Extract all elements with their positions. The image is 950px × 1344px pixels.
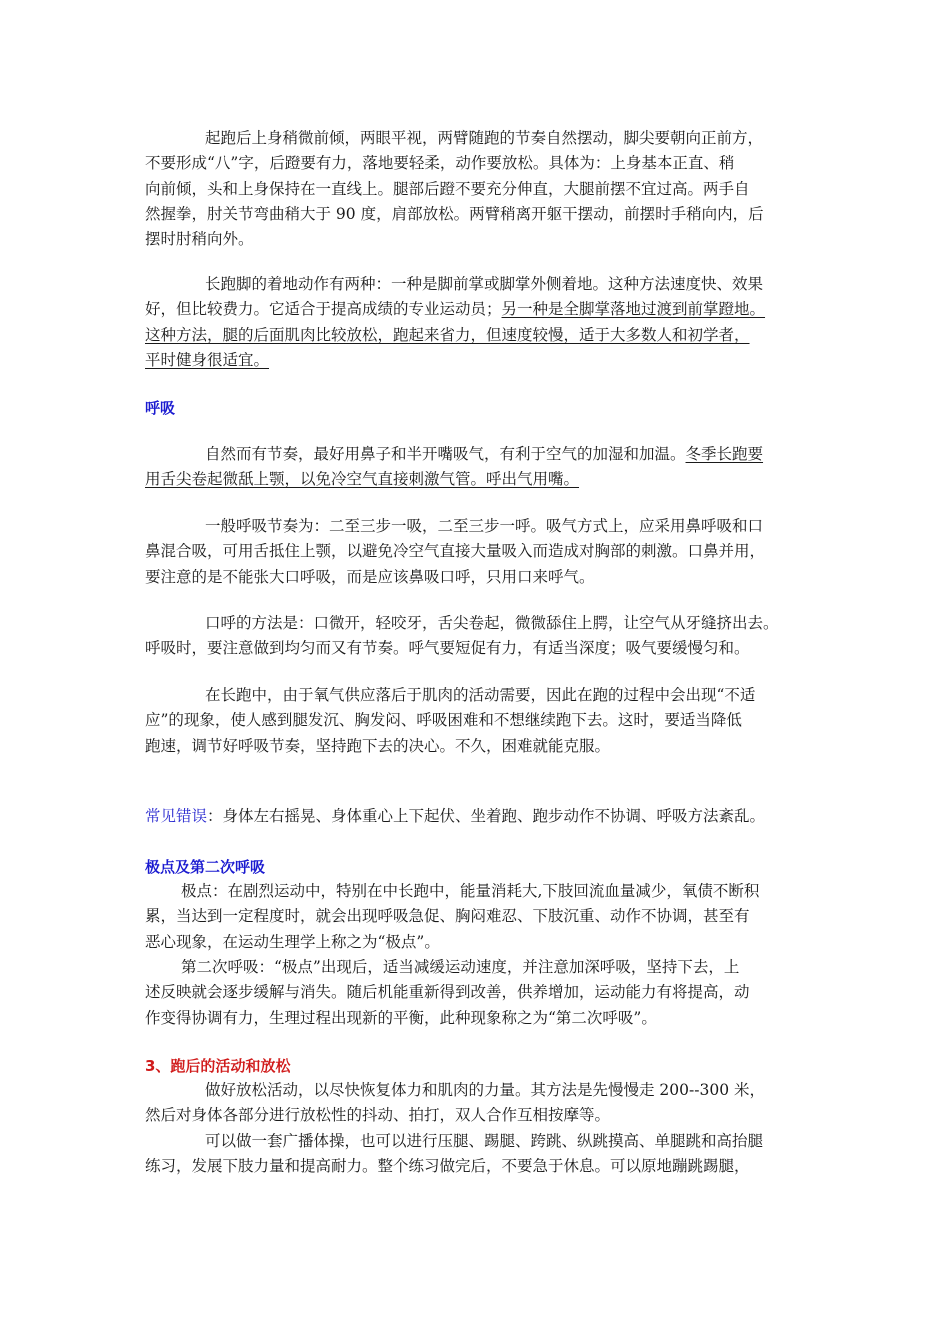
text-line: 练习，发展下肢力量和提高耐力。整个练习做完后，不要急于休息。可以原地蹦跳踢腿， bbox=[145, 1157, 750, 1176]
text-line: 极点：在剧烈运动中，特别在中长跑中，能量消耗大,下肢回流血量减少，氧债不断积 bbox=[181, 882, 760, 900]
common-errors-label: 常见错误 bbox=[145, 807, 208, 825]
text-line: 第二次呼吸：“极点”出现后，适当减缓运动速度，并注意加深呼吸，坚持下去，上 bbox=[181, 958, 740, 976]
paragraph-discomfort bbox=[145, 683, 815, 759]
text-line: 累，当达到一定程度时，就会出现呼吸急促、胸闷难忍、下肢沉重、动作不协调，甚至有 bbox=[145, 907, 750, 926]
text-line: 口呼的方法是：口微开，轻咬牙，舌尖卷起，微微舔住上腭，让空气从牙缝挤出去。 bbox=[205, 614, 779, 632]
text-line: 向前倾，头和上身保持在一直线上。腿部后蹬不要充分伸直，大腿前摆不宜过高。两手自 bbox=[145, 179, 750, 198]
text-line: 可以做一套广播体操，也可以进行压腿、踢腿、跨跳、纵跳摸高、单腿跳和高抬腿 bbox=[205, 1132, 764, 1150]
paragraph-second-wind bbox=[145, 955, 815, 1031]
text-line: 然握拳，肘关节弯曲稍大于 90 度，肩部放松。两臂稍离开躯干摆动，前摆时手稍向内，后 bbox=[145, 204, 764, 223]
text-line: 然后对身体各部分进行放松性的抖动、拍打，双人合作互相按摩等。 bbox=[145, 1106, 611, 1125]
paragraph-mouth-exhale bbox=[145, 611, 815, 662]
text-line bbox=[145, 348, 815, 373]
text-line: 作变得协调有力，生理过程出现新的平衡，此种现象称之为“第二次呼吸”。 bbox=[145, 1008, 657, 1027]
text-line: 鼻混合吸，可用舌抵住上颚，以避免冷空气直接大量吸入而造成对胸部的刺激。口鼻并用， bbox=[145, 542, 766, 561]
paragraph-breathing-rhythm bbox=[145, 514, 815, 590]
text-line: 呼吸时，要注意做到均匀而又有节奏。呼气要短促有力，有适当深度；吸气要缓慢匀和。 bbox=[145, 639, 750, 658]
text-line: 要注意的是不能张大口呼吸，而是应该鼻吸口呼，只用口来呼气。 bbox=[145, 567, 595, 586]
paragraph-common-errors bbox=[145, 804, 815, 829]
heading-after-running: 3、跑后的活动和放松 bbox=[145, 1057, 291, 1075]
paragraph-foot-landing bbox=[145, 272, 815, 373]
text-line bbox=[145, 804, 815, 829]
text-line bbox=[145, 323, 815, 348]
text-line bbox=[145, 297, 815, 322]
text-line: 不要形成“八”字，后蹬要有力，落地要轻柔，动作要放松。具体为：上身基本正直、稍 bbox=[145, 154, 735, 173]
heading-breathing: 呼吸 bbox=[145, 399, 176, 417]
text-line: 长跑脚的着地动作有两种：一种是脚前掌或脚掌外侧着地。这种方法速度快、效果 bbox=[205, 275, 764, 293]
text-underlined: 冬季长跑要 bbox=[685, 445, 764, 463]
paragraph-relaxation bbox=[145, 1078, 815, 1129]
paragraph-deadpoint bbox=[145, 879, 815, 955]
common-errors-text: ：身体左右摇晃、身体重心上下起伏、坐着跑、跑步动作不协调、呼吸方法紊乱。 bbox=[207, 807, 766, 825]
text-plain: 好，但比较费力。它适合于提高成绩的专业运动员； bbox=[145, 300, 502, 319]
text-line: 起跑后上身稍微前倾，两眼平视，两臂随跑的节奏自然摆动，脚尖要朝向正前方， bbox=[205, 129, 764, 147]
text-underlined: 另一种是全脚掌落地过渡到前掌蹬地。 bbox=[501, 300, 766, 319]
text-line: 恶心现象，在运动生理学上称之为“极点”。 bbox=[145, 932, 440, 951]
heading-deadpoint: 极点及第二次呼吸 bbox=[145, 858, 266, 876]
paragraph-exercises bbox=[145, 1129, 815, 1180]
text-underlined: 用舌尖卷起微舐上颚，以免冷空气直接刺激气管。呼出气用嘴。 bbox=[145, 470, 580, 489]
text-line: 应”的现象，使人感到腿发沉、胸发闷、呼吸困难和不想继续跑下去。这时，要适当降低 bbox=[145, 711, 742, 730]
text-line: 一般呼吸节奏为：二至三步一吸，二至三步一呼。吸气方式上，应采用鼻呼吸和口 bbox=[205, 517, 764, 535]
text-underlined: 平时健身很适宜。 bbox=[145, 350, 270, 369]
text-line: 做好放松活动，以尽快恢复体力和肌肉的力量。其方法是先慢慢走 200--300 米， bbox=[205, 1081, 766, 1099]
text-line: 述反映就会逐步缓解与消失。随后机能重新得到改善，供养增加，运动能力有将提高，动 bbox=[145, 983, 750, 1002]
text-line bbox=[145, 467, 815, 492]
text-line bbox=[145, 442, 815, 467]
paragraph-running-posture bbox=[145, 126, 815, 252]
paragraph-breathing-natural bbox=[145, 442, 815, 493]
text-underlined: 这种方法，腿的后面肌肉比较放松，跑起来省力，但速度较慢，适于大多数人和初学者， bbox=[145, 325, 750, 344]
text-line: 摆时肘稍向外。 bbox=[145, 230, 254, 249]
text-plain: 自然而有节奏，最好用鼻子和半开嘴吸气，有利于空气的加湿和加温。 bbox=[205, 445, 686, 463]
text-line: 在长跑中，由于氧气供应落后于肌肉的活动需要，因此在跑的过程中会出现“不适 bbox=[205, 686, 756, 704]
text-line: 跑速，调节好呼吸节奏，坚持跑下去的决心。不久，困难就能克服。 bbox=[145, 736, 611, 755]
